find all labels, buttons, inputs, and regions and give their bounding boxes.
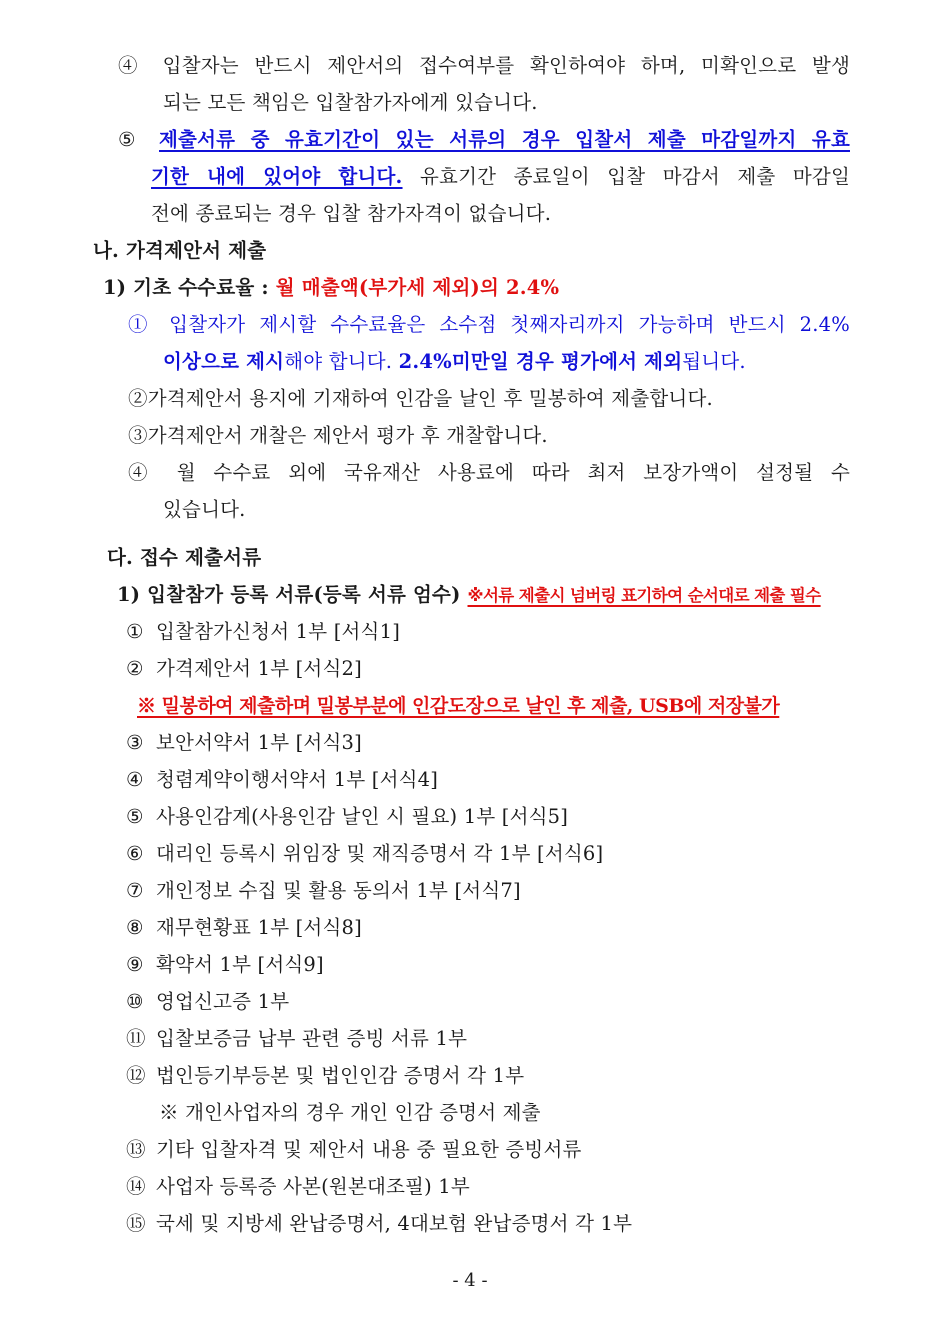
da-item-13 [126, 1136, 582, 1164]
s5-number: ⑤ [118, 128, 145, 151]
da-item-7 [126, 877, 521, 905]
fee-rate-line [103, 274, 559, 302]
da-item-8 [126, 914, 362, 942]
da-item-1-text: 입찰참가신청서 1부 [서식1] [156, 620, 400, 643]
fee-rate-label: 1) 기초 수수료율 : [103, 276, 276, 299]
da-item-12-note: ※ 개인사업자의 경우 개인 인감 증명서 제출 [159, 1101, 541, 1124]
da-item-2-text: 가격제안서 1부 [서식2] [156, 657, 362, 680]
da-item-4-text: 청렴계약이행서약서 1부 [서식4] [156, 768, 439, 791]
da-item-10-text: 영업신고증 1부 [156, 990, 290, 1013]
da-item-10-number: ⑩ [126, 990, 144, 1013]
na-item-1-number: ① [128, 313, 156, 336]
da-item-14 [126, 1173, 470, 1201]
da-item-10 [126, 988, 289, 1016]
da-item-3 [126, 729, 362, 757]
s5-emphasis-1: 제출서류 중 유효기간이 있는 서류의 경우 입찰서 제출 마감일까지 유효 [159, 128, 850, 151]
na-item-1-line-2 [163, 348, 746, 376]
da-item-2 [126, 655, 362, 683]
da-item-13-number: ⑬ [126, 1138, 146, 1161]
da-item-6 [126, 840, 603, 868]
da-item-7-number: ⑦ [126, 879, 144, 902]
da-item-15-number: ⑮ [126, 1212, 146, 1235]
da-item-9-number: ⑨ [126, 953, 144, 976]
section-da-title: 다. 접수 제출서류 [107, 546, 262, 569]
na-item-2: ②가격제안서 용지에 기재하여 인감을 날인 후 밀봉하여 제출합니다. [128, 387, 713, 410]
na-item-1-emph-c: 2.4%미만일 경우 평가에서 제외 [398, 350, 683, 373]
da-item-12 [126, 1062, 524, 1090]
da-item-11 [126, 1025, 467, 1053]
na-item-1-text-d: 됩니다. [682, 350, 746, 373]
na-item-3: ③가격제안서 개찰은 제안서 평가 후 개찰합니다. [128, 424, 548, 447]
da-item-9-text: 확약서 1부 [서식9] [156, 953, 324, 976]
s4-line-2: 되는 모든 책임은 입찰참가자에게 있습니다. [163, 91, 538, 114]
da-item-12-number: ⑫ [126, 1064, 146, 1087]
na-item-4-line-2: 있습니다. [163, 498, 246, 521]
da-item-4-number: ④ [126, 768, 144, 791]
da-item-9 [126, 951, 324, 979]
da-item-8-text: 재무현황표 1부 [서식8] [156, 916, 362, 939]
da-sub-heading [117, 581, 821, 610]
section-na-title: 나. 가격제안서 제출 [93, 239, 267, 262]
da-item-3-text: 보안서약서 1부 [서식3] [156, 731, 362, 754]
da-item-5-number: ⑤ [126, 805, 144, 828]
s5-emphasis-2: 기한 내에 있어야 합니다. [151, 165, 403, 188]
da-item-6-number: ⑥ [126, 842, 144, 865]
da-item-13-text: 기타 입찰자격 및 제안서 내용 중 필요한 증빙서류 [156, 1138, 582, 1161]
da-item-1-number: ① [126, 620, 144, 643]
na-item-4-line-1: ④ 월 수수료 외에 국유재산 사용료에 따라 최저 보장가액이 설정될 수 [128, 461, 850, 484]
da-sub-label: 1) 입찰참가 등록 서류(등록 서류 엄수) [117, 583, 468, 606]
da-item-5 [126, 803, 568, 831]
da-item-1 [126, 618, 400, 646]
sealing-notice: ※ 밀봉하여 제출하며 밀봉부분에 인감도장으로 날인 후 제출, USB에 저장불가 [137, 695, 780, 717]
da-item-14-number: ⑭ [126, 1175, 146, 1198]
da-item-6-text: 대리인 등록시 위임장 및 재직증명서 각 1부 [서식6] [156, 842, 604, 865]
da-item-12-text: 법인등기부등본 및 법인인감 증명서 각 1부 [156, 1064, 525, 1087]
da-item-15-text: 국세 및 지방세 완납증명서, 4대보험 완납증명서 각 1부 [156, 1212, 633, 1235]
da-item-14-text: 사업자 등록증 사본(원본대조필) 1부 [156, 1175, 470, 1198]
da-item-4 [126, 766, 438, 794]
da-item-7-text: 개인정보 수집 및 활용 동의서 1부 [서식7] [156, 879, 521, 902]
na-item-1-line-1 [128, 311, 850, 339]
na-item-1-emph-a: 이상으로 제시 [163, 350, 285, 373]
da-item-8-number: ⑧ [126, 916, 144, 939]
da-item-15 [126, 1210, 632, 1238]
s4-line-1: ④ 입찰자는 반드시 제안서의 접수여부를 확인하여야 하며, 미확인으로 발생 [118, 54, 850, 77]
da-item-11-number: ⑪ [126, 1027, 146, 1050]
page-number: - 4 - [452, 1270, 488, 1291]
s5-line-2 [151, 163, 850, 191]
s5-line-2-rest: 유효기간 종료일이 입찰 마감서 제출 마감일 [402, 165, 850, 188]
da-item-2-number: ② [126, 657, 144, 680]
na-item-1-text: 입찰자가 제시할 수수료율은 소수점 첫째자리까지 가능하며 반드시 2.4% [169, 313, 851, 336]
fee-rate-value: 월 매출액(부가세 제외)의 2.4% [275, 276, 560, 299]
da-item-11-text: 입찰보증금 납부 관련 증빙 서류 1부 [156, 1027, 468, 1050]
da-sub-note: ※서류 제출시 넘버링 표기하여 순서대로 제출 필수 [467, 586, 821, 605]
s5-line-3: 전에 종료되는 경우 입찰 참가자격이 없습니다. [151, 202, 552, 225]
na-item-1-text-b: 해야 합니다. [284, 350, 399, 373]
da-item-5-text: 사용인감계(사용인감 날인 시 필요) 1부 [서식5] [156, 805, 569, 828]
da-item-3-number: ③ [126, 731, 144, 754]
s5-line-1 [118, 126, 850, 154]
